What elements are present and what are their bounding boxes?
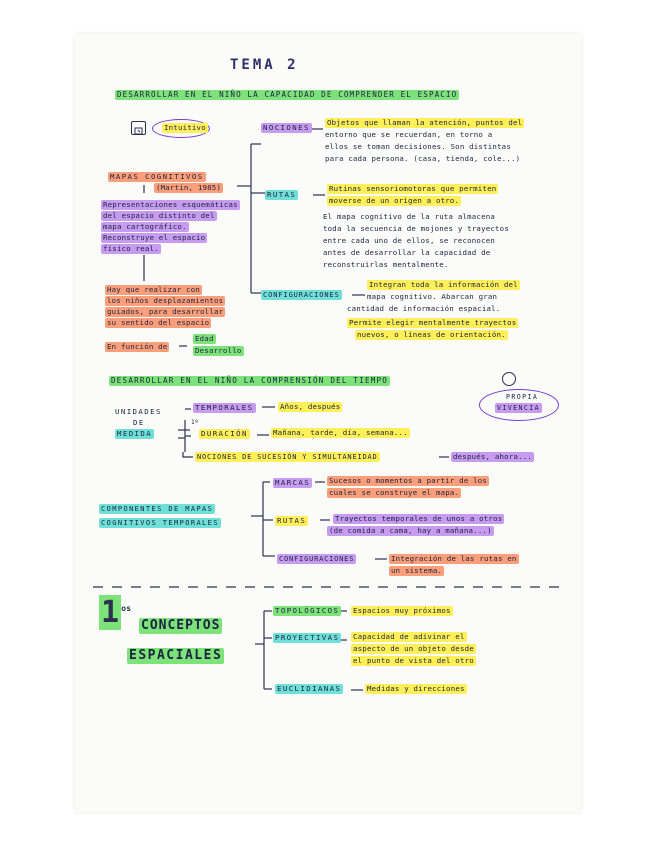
config-text2-1: nuevos, o líneas de orientación. [357,330,506,339]
marcas-val-1: cuales se construye el mapa. [329,488,460,497]
conceptos-title-1: CONCEPTOS [141,618,221,633]
duracion-val: Mañana, tarde, día, semana... [273,428,408,437]
rutas-label: RUTAS [267,190,297,199]
nociones-sucesion-val: después, ahora... [453,452,533,461]
mapas-desc-0: Representaciones esquemáticas [103,200,238,209]
mapas-note-2: guiados, para desarrollar [107,307,224,316]
config-text-2: cantidad de información espacial. [347,304,501,313]
rutas-text2-1: toda la secuencia de mojones y trayectos [323,224,509,233]
conceptos-title-2: ESPACIALES [129,648,223,663]
mapas-desc-3: Reconstruye el espacio [103,233,206,242]
marcas-label: MARCAS [275,478,311,487]
temporales-val: Años, después [280,402,341,411]
conceptos-number [99,592,131,630]
nociones-text-0: Objetos que llaman la atención, puntos del [327,118,523,127]
mapas-author: (Martin, 1985) [156,183,222,192]
rutas-text2-0: El mapa cognitivo de la ruta almacena [323,212,496,221]
duracion-label: DURACIÓN [201,429,248,438]
compass-icon [131,121,146,135]
clock-icon [502,372,516,386]
desarrollo-label: Desarrollo [195,346,242,355]
unidades-0: UNIDADES [115,407,162,416]
rutas-text-0: Rutinas sensoriomotoras que permiten [329,184,497,193]
componentes-0: COMPONENTES DE MAPAS [101,505,214,513]
nociones-text-2: ellos se toman decisiones. Son distintas [325,142,511,151]
propia-label: PROPIA [506,393,539,401]
rutas2-val-1: (de comida a cama, hay a mañana...) [329,526,492,535]
mapas-note-1: los niños desplazamientos [107,296,224,305]
nociones-text-3: para cada persona. (casa, tienda, cole...) [325,154,521,163]
nociones-label: NOCIONES [263,123,310,132]
proyectivas-val-0: Capacidad de adivinar el [353,632,465,641]
rutas-text2-4: reconstruirlas mentalmente. [323,260,449,269]
config2-label: CONFIGURACIONES [279,555,355,563]
rutas-text2-3: antes de desarrollar la capacidad de [323,248,491,257]
section-header-tiempo: DESARROLLAR EN EL NIÑO LA COMPRENSIÓN DEL TIEMPO [111,376,389,385]
mapas-desc-1: del espacio distinto del [103,211,215,220]
mapas-desc-4: físico real. [103,244,159,253]
proyectivas-label: PROYECTIVAS [275,633,340,642]
config2-val-0: Integración de las rutas en [391,554,517,563]
edad-label: Edad [195,334,214,343]
page-title: TEMA 2 [230,57,299,73]
euclidianas-val: Medidas y direcciones [367,684,465,693]
notebook-page [75,34,581,812]
config-text2-0: Permite elegir mentalmente trayectos [349,318,517,327]
config-text-0: Integran toda la información del [369,280,518,289]
en-funcion-de: En función de [107,342,168,351]
vivencia-label: VIVENCIA [497,404,540,412]
config2-val-1: un sistema. [391,566,443,575]
temporales-label: TEMPORALES [195,403,254,412]
mapas-cognitivos-label: MAPAS COGNITIVOS [110,172,204,181]
rutas2-label: RUTAS [277,516,307,525]
unidades-1: DE [133,418,145,427]
nociones-sucesion-label: NOCIONES DE SUCESIÓN Y SIMULTANEIDAD [197,453,378,461]
configuraciones-label: CONFIGURACIONES [263,291,340,299]
mapas-note-3: su sentido del espacio [107,318,210,327]
mapas-note-0: Hay que realizar con [107,285,200,294]
componentes-1: COGNITIVOS TEMPORALES [101,519,219,527]
topologicos-val: Espacios muy próximos [353,606,451,615]
number-sup: os [121,604,132,613]
config-text-1: mapa cognitivo. Abarcan gran [367,292,498,301]
marcas-val-0: Sucesos o momentos a partir de los [329,476,488,485]
section-header-espacio: DESARROLLAR EN EL NIÑO LA CAPACIDAD DE COMPRENDER EL ESPACIO [117,90,458,99]
duracion-sup: 1º [191,419,199,426]
number-text: 1 [101,595,120,630]
intuitivo-label: Intuitivo [164,123,206,132]
euclidianas-label: EUCLIDIANAS [277,684,342,693]
rutas-text2-2: entre cada uno de ellos, se reconocen [323,236,496,245]
unidades-2: MEDIDA [117,429,153,438]
proyectivas-val-1: aspecto de un objeto desde [353,644,474,653]
rutas2-val-0: Trayectos temporales de unos a otros [335,514,503,523]
proyectivas-val-2: el punto de vista del otro [353,656,474,665]
rutas-text-1: moverse de un origen a otro. [329,196,460,205]
topologicos-label: TOPOLÓGICOS [275,606,340,615]
mapas-desc-2: mapa cartográfico. [103,222,187,231]
nociones-text-1: entorno que se recuerdan, en torno a [325,130,493,139]
